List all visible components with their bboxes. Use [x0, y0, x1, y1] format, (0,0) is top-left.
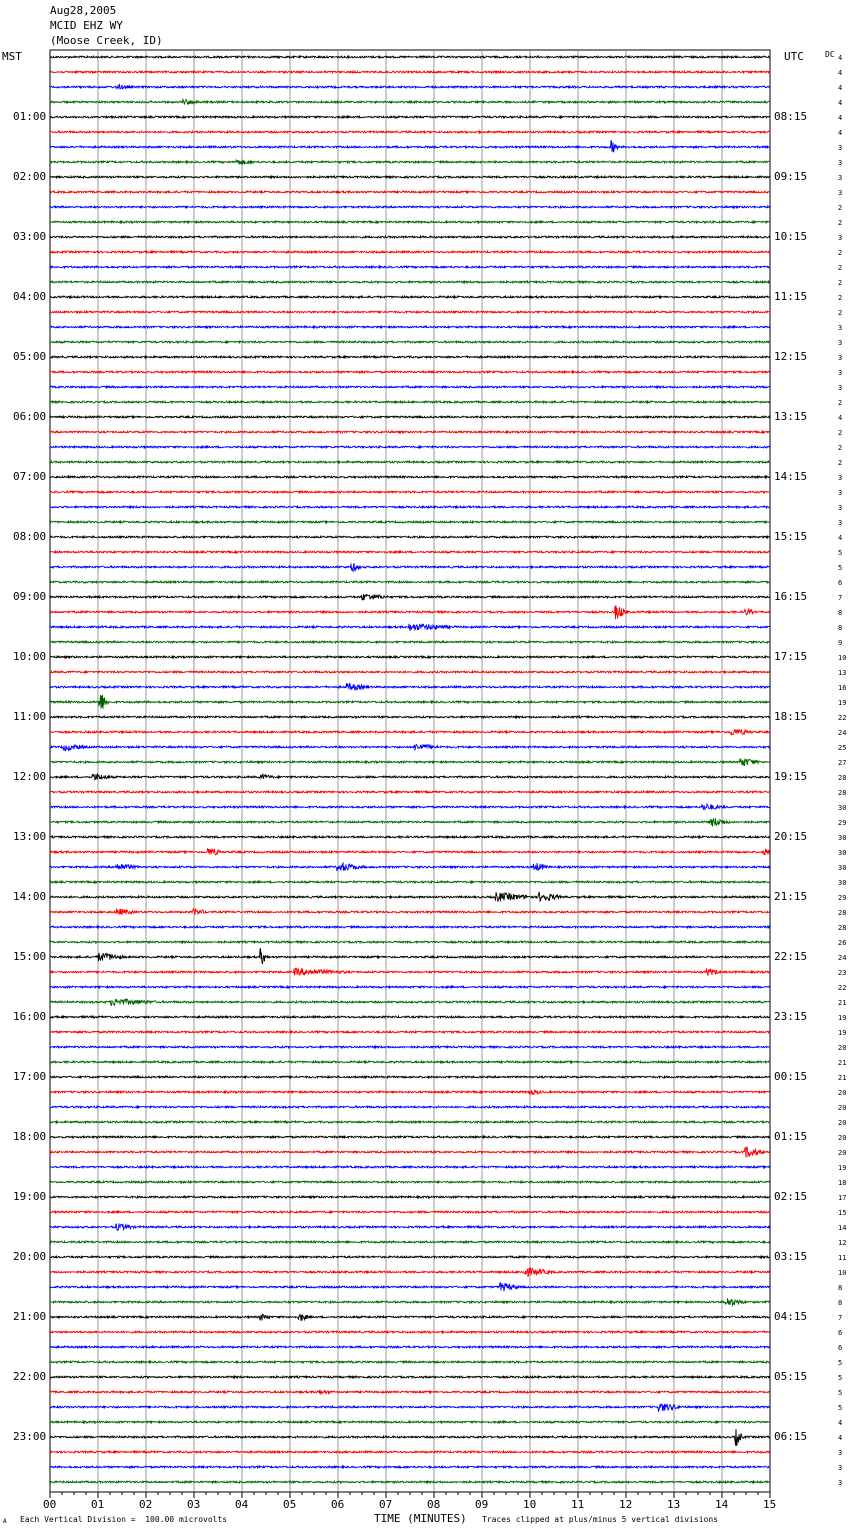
dc-offset-value: 21	[838, 1074, 847, 1082]
seismic-trace	[50, 1046, 770, 1048]
seismic-trace	[50, 296, 770, 298]
dc-offset-value: 4	[838, 54, 843, 62]
dc-offset-value: 30	[838, 879, 847, 887]
dc-offset-value: 3	[838, 354, 843, 362]
dc-offset-value: 4	[838, 99, 843, 107]
seismic-trace	[50, 1421, 770, 1423]
left-hour-label: 07:00	[13, 470, 47, 483]
right-hour-label: 23:15	[774, 1010, 808, 1023]
dc-offset-value: 26	[838, 939, 847, 947]
dc-offset-value: 20	[838, 1044, 847, 1052]
right-hour-label: 11:15	[774, 290, 808, 303]
dc-offset-value: 3	[838, 474, 843, 482]
seismic-trace	[50, 251, 770, 253]
x-tick-label: 15	[763, 1498, 777, 1511]
seismic-trace	[50, 716, 770, 718]
dc-offset-value: 3	[838, 324, 843, 332]
dc-offset-value: 10	[838, 654, 847, 662]
seismic-trace	[50, 1314, 770, 1321]
seismic-trace	[50, 986, 770, 988]
dc-offset-value: 10	[838, 1269, 847, 1277]
right-hour-label: 22:15	[774, 950, 808, 963]
x-tick-label: 09	[475, 1498, 489, 1511]
seismic-trace	[50, 1196, 770, 1198]
dc-label: DC	[825, 50, 835, 59]
dc-offset-value: 19	[838, 1029, 847, 1037]
dc-offset-value: 3	[838, 1464, 843, 1472]
seismic-trace	[50, 836, 770, 838]
seismic-trace	[50, 1241, 770, 1243]
seismic-trace	[50, 1451, 770, 1453]
x-tick-label: 04	[235, 1498, 249, 1511]
dc-offset-value: 29	[838, 894, 847, 902]
dc-offset-value: 9	[838, 639, 843, 647]
dc-offset-value: 5	[838, 1404, 843, 1412]
x-tick-label: 06	[331, 1498, 345, 1511]
right-hour-label: 17:15	[774, 650, 808, 663]
seismic-trace	[50, 536, 770, 538]
seismic-trace	[50, 1090, 770, 1095]
x-tick-label: 00	[43, 1498, 57, 1511]
dc-offset-value: 14	[838, 1224, 847, 1232]
seismic-trace	[50, 818, 770, 826]
seismic-trace	[50, 1361, 770, 1363]
dc-offset-value: 4	[838, 1434, 843, 1442]
dc-offset-value: 4	[838, 84, 843, 92]
dc-offset-value: 2	[838, 294, 843, 302]
seismic-trace	[50, 941, 770, 943]
x-tick-label: 05	[283, 1498, 297, 1511]
seismic-trace	[50, 744, 770, 750]
dc-offset-value: 4	[838, 114, 843, 122]
dc-offset-value: 5	[838, 1389, 843, 1397]
dc-offset-value: 30	[838, 834, 847, 842]
x-tick-label: 12	[619, 1498, 633, 1511]
left-hour-label: 11:00	[13, 710, 47, 723]
dc-offset-value: 19	[838, 699, 847, 707]
seismic-trace	[50, 386, 770, 388]
seismic-trace	[50, 416, 770, 418]
dc-offset-value: 20	[838, 1089, 847, 1097]
dc-offset-value: 2	[838, 399, 843, 407]
seismic-trace	[50, 461, 770, 463]
scale-note: Each Vertical Division = 100.00 microvolts	[20, 1515, 228, 1524]
seismic-trace	[50, 1121, 770, 1123]
left-hour-label: 02:00	[13, 170, 47, 183]
dc-offset-value: 3	[838, 519, 843, 527]
seismic-trace	[50, 1147, 770, 1158]
dc-offset-value: 30	[838, 864, 847, 872]
right-hour-label: 19:15	[774, 770, 808, 783]
seismic-trace	[50, 581, 770, 583]
dc-offset-value: 2	[838, 279, 843, 287]
seismic-trace	[50, 641, 770, 643]
left-hour-label: 17:00	[13, 1070, 47, 1083]
left-hour-label: 01:00	[13, 110, 47, 123]
dc-offset-value: 23	[838, 969, 847, 977]
x-axis-label: TIME (MINUTES)	[374, 1512, 467, 1525]
dc-offset-value: 12	[838, 1239, 847, 1247]
x-tick-label: 10	[523, 1498, 537, 1511]
dc-offset-value: 2	[838, 444, 843, 452]
dc-offset-value: 7	[838, 594, 843, 602]
seismic-trace	[50, 892, 770, 901]
seismic-trace	[50, 356, 770, 358]
x-tick-label: 11	[571, 1498, 585, 1511]
seismic-trace	[50, 206, 770, 208]
right-hour-label: 09:15	[774, 170, 808, 183]
seismic-trace	[50, 1429, 770, 1445]
seismic-trace	[50, 848, 770, 855]
left-hour-label: 05:00	[13, 350, 47, 363]
seismic-trace	[50, 1298, 770, 1305]
right-hour-label: 06:15	[774, 1430, 808, 1443]
seismic-trace	[50, 191, 770, 193]
dc-offset-value: 6	[838, 1329, 843, 1337]
seismic-trace	[50, 1181, 770, 1183]
seismic-trace	[50, 1481, 770, 1483]
dc-offset-value: 20	[838, 1134, 847, 1142]
footer-marker: A	[3, 1518, 7, 1525]
right-hour-label: 21:15	[774, 890, 808, 903]
dc-offset-value: 20	[838, 1119, 847, 1127]
seismic-trace	[50, 1466, 770, 1468]
x-tick-label: 07	[379, 1498, 393, 1511]
dc-offset-value: 5	[838, 564, 843, 572]
right-hour-label: 20:15	[774, 830, 808, 843]
seismic-trace	[50, 968, 770, 975]
dc-offset-value: 2	[838, 429, 843, 437]
left-hour-label: 20:00	[13, 1250, 47, 1263]
seismic-trace	[50, 1346, 770, 1348]
dc-offset-value: 3	[838, 489, 843, 497]
date-label: Aug28,2005	[50, 4, 117, 17]
seismic-trace	[50, 131, 770, 133]
seismic-trace	[50, 606, 770, 620]
seismic-trace	[50, 1390, 770, 1395]
seismic-trace	[50, 1404, 770, 1412]
seismic-trace	[50, 476, 770, 478]
right-hour-label: 05:15	[774, 1370, 808, 1383]
left-hour-label: 18:00	[13, 1130, 47, 1143]
x-tick-label: 14	[715, 1498, 729, 1511]
seismic-trace	[50, 909, 770, 915]
dc-offset-value: 30	[838, 849, 847, 857]
seismic-trace	[50, 1376, 770, 1378]
seismic-trace	[50, 1256, 770, 1258]
right-hour-label: 10:15	[774, 230, 808, 243]
dc-offset-value: 4	[838, 69, 843, 77]
dc-offset-value: 24	[838, 954, 847, 962]
seismic-trace	[50, 1106, 770, 1108]
dc-offset-value: 13	[838, 669, 847, 677]
seismic-trace	[50, 1331, 770, 1333]
dc-offset-value: 3	[838, 189, 843, 197]
dc-offset-value: 4	[838, 1419, 843, 1427]
right-hour-label: 03:15	[774, 1250, 808, 1263]
dc-offset-value: 29	[838, 819, 847, 827]
dc-offset-value: 15	[838, 1209, 847, 1217]
dc-offset-value: 28	[838, 789, 847, 797]
seismic-trace	[50, 1166, 770, 1168]
left-hour-label: 19:00	[13, 1190, 47, 1203]
seismic-trace	[50, 999, 770, 1005]
seismic-trace	[50, 281, 770, 283]
dc-offset-value: 22	[838, 714, 847, 722]
seismic-trace	[50, 326, 770, 328]
seismic-trace	[50, 594, 770, 600]
right-hour-label: 12:15	[774, 350, 808, 363]
seismic-trace	[50, 729, 770, 735]
left-hour-label: 10:00	[13, 650, 47, 663]
seismic-trace	[50, 758, 770, 765]
dc-offset-value: 3	[838, 369, 843, 377]
left-hour-label: 14:00	[13, 890, 47, 903]
dc-offset-value: 20	[838, 1104, 847, 1112]
seismic-trace	[50, 671, 770, 673]
dc-offset-value: 3	[838, 504, 843, 512]
dc-offset-value: 2	[838, 204, 843, 212]
right-hour-label: 16:15	[774, 590, 808, 603]
seismic-trace	[50, 695, 770, 709]
seismic-trace	[50, 863, 770, 871]
right-hour-label: 01:15	[774, 1130, 808, 1143]
seismic-trace	[50, 881, 770, 883]
dc-offset-value: 3	[838, 384, 843, 392]
dc-offset-value: 7	[838, 1314, 843, 1322]
left-hour-label: 13:00	[13, 830, 47, 843]
seismic-trace	[50, 926, 770, 928]
right-hour-label: 02:15	[774, 1190, 808, 1203]
dc-offset-value: 19	[838, 1164, 847, 1172]
seismic-trace	[50, 100, 770, 105]
seismic-trace	[50, 804, 770, 810]
dc-offset-value: 3	[838, 1479, 843, 1487]
seismic-trace	[50, 446, 770, 448]
seismic-trace	[50, 401, 770, 403]
dc-offset-value: 2	[838, 309, 843, 317]
seismic-trace	[50, 1031, 770, 1033]
seismic-trace	[50, 1223, 770, 1230]
right-hour-label: 13:15	[774, 410, 808, 423]
left-hour-label: 23:00	[13, 1430, 47, 1443]
left-hour-label: 21:00	[13, 1310, 47, 1323]
dc-offset-value: 18	[838, 1179, 847, 1187]
x-tick-label: 01	[91, 1498, 105, 1511]
seismic-trace	[50, 85, 770, 90]
seismic-trace	[50, 116, 770, 118]
left-hour-label: 06:00	[13, 410, 47, 423]
seismic-trace	[50, 774, 770, 780]
right-hour-label: 14:15	[774, 470, 808, 483]
x-tick-label: 03	[187, 1498, 201, 1511]
dc-offset-value: 4	[838, 534, 843, 542]
left-hour-label: 22:00	[13, 1370, 47, 1383]
dc-offset-value: 8	[838, 1299, 843, 1307]
seismic-trace	[50, 431, 770, 433]
seismic-trace	[50, 341, 770, 343]
dc-offset-value: 2	[838, 459, 843, 467]
dc-offset-value: 2	[838, 264, 843, 272]
dc-offset-value: 30	[838, 804, 847, 812]
dc-offset-value: 2	[838, 249, 843, 257]
right-hour-label: 15:15	[774, 530, 808, 543]
seismic-trace	[50, 221, 770, 223]
left-timezone-label: MST	[2, 50, 22, 63]
seismic-trace	[50, 1268, 770, 1277]
seismic-trace	[50, 656, 770, 658]
left-hour-label: 16:00	[13, 1010, 47, 1023]
dc-offset-value: 17	[838, 1194, 847, 1202]
dc-offset-value: 22	[838, 984, 847, 992]
seismic-trace	[50, 371, 770, 373]
dc-offset-value: 4	[838, 129, 843, 137]
dc-offset-value: 11	[838, 1254, 847, 1262]
seismic-trace	[50, 1076, 770, 1078]
seismic-trace	[50, 948, 770, 964]
seismic-trace	[50, 56, 770, 58]
dc-offset-value: 3	[838, 144, 843, 152]
dc-offset-value: 5	[838, 549, 843, 557]
left-hour-label: 08:00	[13, 530, 47, 543]
dc-offset-value: 6	[838, 1344, 843, 1352]
seismic-trace	[50, 311, 770, 313]
left-hour-label: 03:00	[13, 230, 47, 243]
seismic-trace	[50, 176, 770, 178]
seismic-trace	[50, 236, 770, 238]
right-timezone-label: UTC	[784, 50, 804, 63]
dc-offset-value: 8	[838, 1284, 843, 1292]
seismic-trace	[50, 791, 770, 793]
x-tick-label: 13	[667, 1498, 681, 1511]
seismic-trace	[50, 1136, 770, 1138]
left-hour-label: 09:00	[13, 590, 47, 603]
dc-offset-value: 24	[838, 729, 847, 737]
seismic-trace	[50, 624, 770, 631]
dc-offset-value: 27	[838, 759, 847, 767]
seismic-trace	[50, 1016, 770, 1018]
seismic-trace	[50, 160, 770, 165]
left-hour-label: 12:00	[13, 770, 47, 783]
dc-offset-value: 19	[838, 1014, 847, 1022]
dc-offset-value: 28	[838, 909, 847, 917]
dc-offset-value: 3	[838, 234, 843, 242]
dc-offset-value: 5	[838, 1374, 843, 1382]
left-hour-label: 15:00	[13, 950, 47, 963]
dc-offset-value: 16	[838, 684, 847, 692]
dc-offset-value: 3	[838, 339, 843, 347]
dc-offset-value: 20	[838, 1149, 847, 1157]
station-label: MCID EHZ WY	[50, 19, 123, 32]
clip-note: Traces clipped at plus/minus 5 vertical divisions	[482, 1515, 719, 1524]
dc-offset-value: 3	[838, 174, 843, 182]
dc-offset-value: 5	[838, 1359, 843, 1367]
dc-offset-value: 28	[838, 924, 847, 932]
x-tick-label: 02	[139, 1498, 153, 1511]
seismic-trace	[50, 141, 770, 153]
seismic-trace	[50, 71, 770, 73]
dc-offset-value: 21	[838, 999, 847, 1007]
dc-offset-value: 3	[838, 1449, 843, 1457]
location-label: (Moose Creek, ID)	[50, 34, 163, 47]
seismic-trace	[50, 551, 770, 553]
seismic-trace	[50, 1061, 770, 1063]
left-hour-label: 04:00	[13, 290, 47, 303]
seismic-trace	[50, 266, 770, 268]
seismic-trace	[50, 683, 770, 690]
right-hour-label: 04:15	[774, 1310, 808, 1323]
seismic-trace	[50, 506, 770, 508]
dc-offset-value: 2	[838, 219, 843, 227]
seismic-trace	[50, 521, 770, 523]
seismic-trace	[50, 563, 770, 571]
right-hour-label: 08:15	[774, 110, 808, 123]
dc-offset-value: 6	[838, 579, 843, 587]
dc-offset-value: 28	[838, 774, 847, 782]
x-tick-label: 08	[427, 1498, 441, 1511]
dc-offset-value: 25	[838, 744, 847, 752]
dc-offset-value: 4	[838, 414, 843, 422]
dc-offset-value: 8	[838, 609, 843, 617]
seismic-trace	[50, 491, 770, 493]
seismic-trace	[50, 1211, 770, 1213]
dc-offset-value: 3	[838, 159, 843, 167]
right-hour-label: 00:15	[774, 1070, 808, 1083]
dc-offset-value: 8	[838, 624, 843, 632]
dc-offset-value: 21	[838, 1059, 847, 1067]
seismic-trace	[50, 1282, 770, 1291]
right-hour-label: 18:15	[774, 710, 808, 723]
